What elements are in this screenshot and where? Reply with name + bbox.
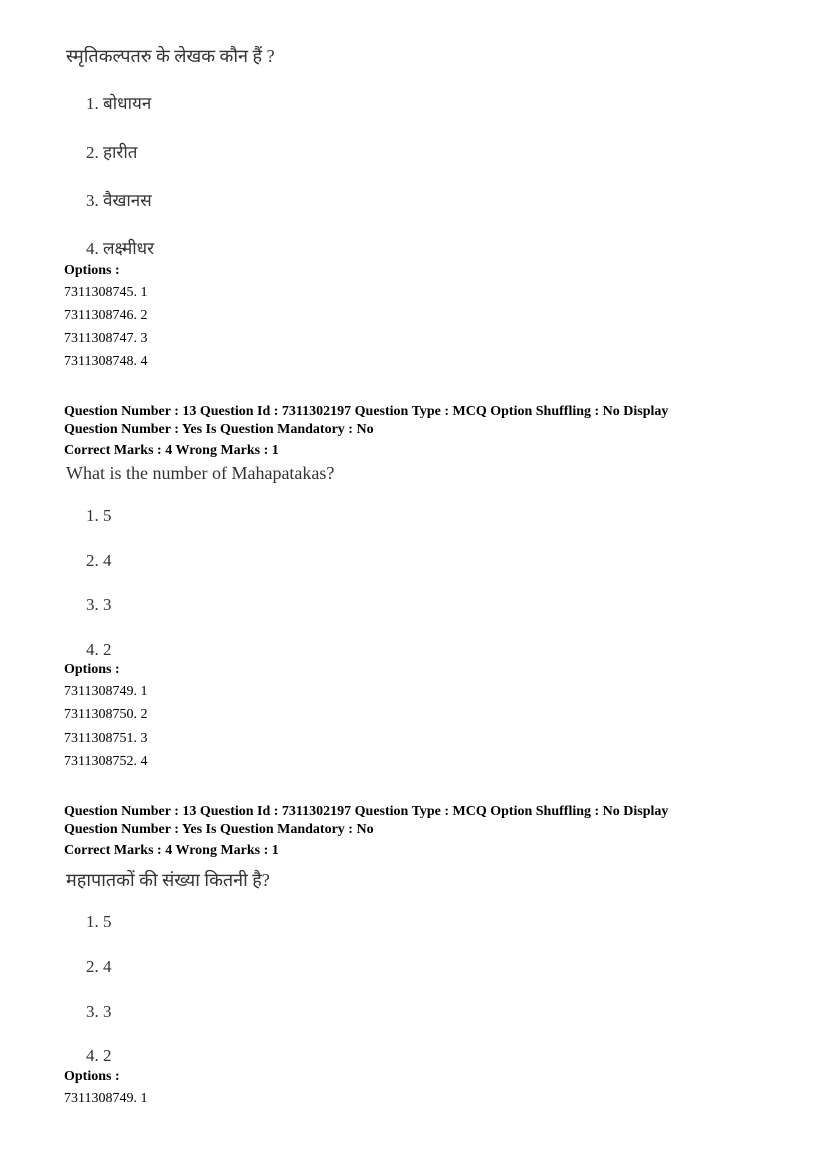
- choice-1: 1. बोधायन: [86, 94, 152, 113]
- option-line: 7311308752. 4: [64, 754, 148, 769]
- options-label: Options :: [64, 1069, 120, 1084]
- choice-4: 4. 2: [86, 1046, 112, 1065]
- options-label: Options :: [64, 263, 120, 278]
- option-line: 7311308751. 3: [64, 731, 148, 746]
- choice-2: 2. हारीत: [86, 143, 138, 162]
- question-header-line1: Question Number : 13 Question Id : 7311302197 Question Type : MCQ Option Shuffling : No Display: [64, 804, 669, 819]
- option-line: 7311308746. 2: [64, 308, 148, 323]
- choice-2: 2. 4: [86, 957, 112, 976]
- option-line: 7311308749. 1: [64, 1091, 148, 1106]
- question-text: महापातकों की संख्या कितनी है?: [66, 870, 270, 890]
- option-line: 7311308747. 3: [64, 331, 148, 346]
- marks-line: Correct Marks : 4 Wrong Marks : 1: [64, 443, 279, 458]
- choice-2: 2. 4: [86, 551, 112, 570]
- choice-3: 3. वैखानस: [86, 191, 152, 210]
- choice-4: 4. लक्ष्मीधर: [86, 239, 155, 258]
- choice-3: 3. 3: [86, 595, 112, 614]
- choice-4: 4. 2: [86, 640, 112, 659]
- option-line: 7311308749. 1: [64, 684, 148, 699]
- option-line: 7311308750. 2: [64, 707, 148, 722]
- option-line: 7311308748. 4: [64, 354, 148, 369]
- options-label: Options :: [64, 662, 120, 677]
- option-line: 7311308745. 1: [64, 285, 148, 300]
- question-header-line1: Question Number : 13 Question Id : 7311302197 Question Type : MCQ Option Shuffling : No Display: [64, 404, 669, 419]
- question-text: स्मृतिकल्पतरु के लेखक कौन हैं ?: [66, 46, 275, 66]
- marks-line: Correct Marks : 4 Wrong Marks : 1: [64, 843, 279, 858]
- choice-1: 1. 5: [86, 912, 112, 931]
- question-header-line2: Question Number : Yes Is Question Mandatory : No: [64, 422, 374, 437]
- question-text: What is the number of Mahapatakas?: [66, 463, 335, 483]
- choice-1: 1. 5: [86, 506, 112, 525]
- choice-3: 3. 3: [86, 1002, 112, 1021]
- question-header-line2: Question Number : Yes Is Question Mandatory : No: [64, 822, 374, 837]
